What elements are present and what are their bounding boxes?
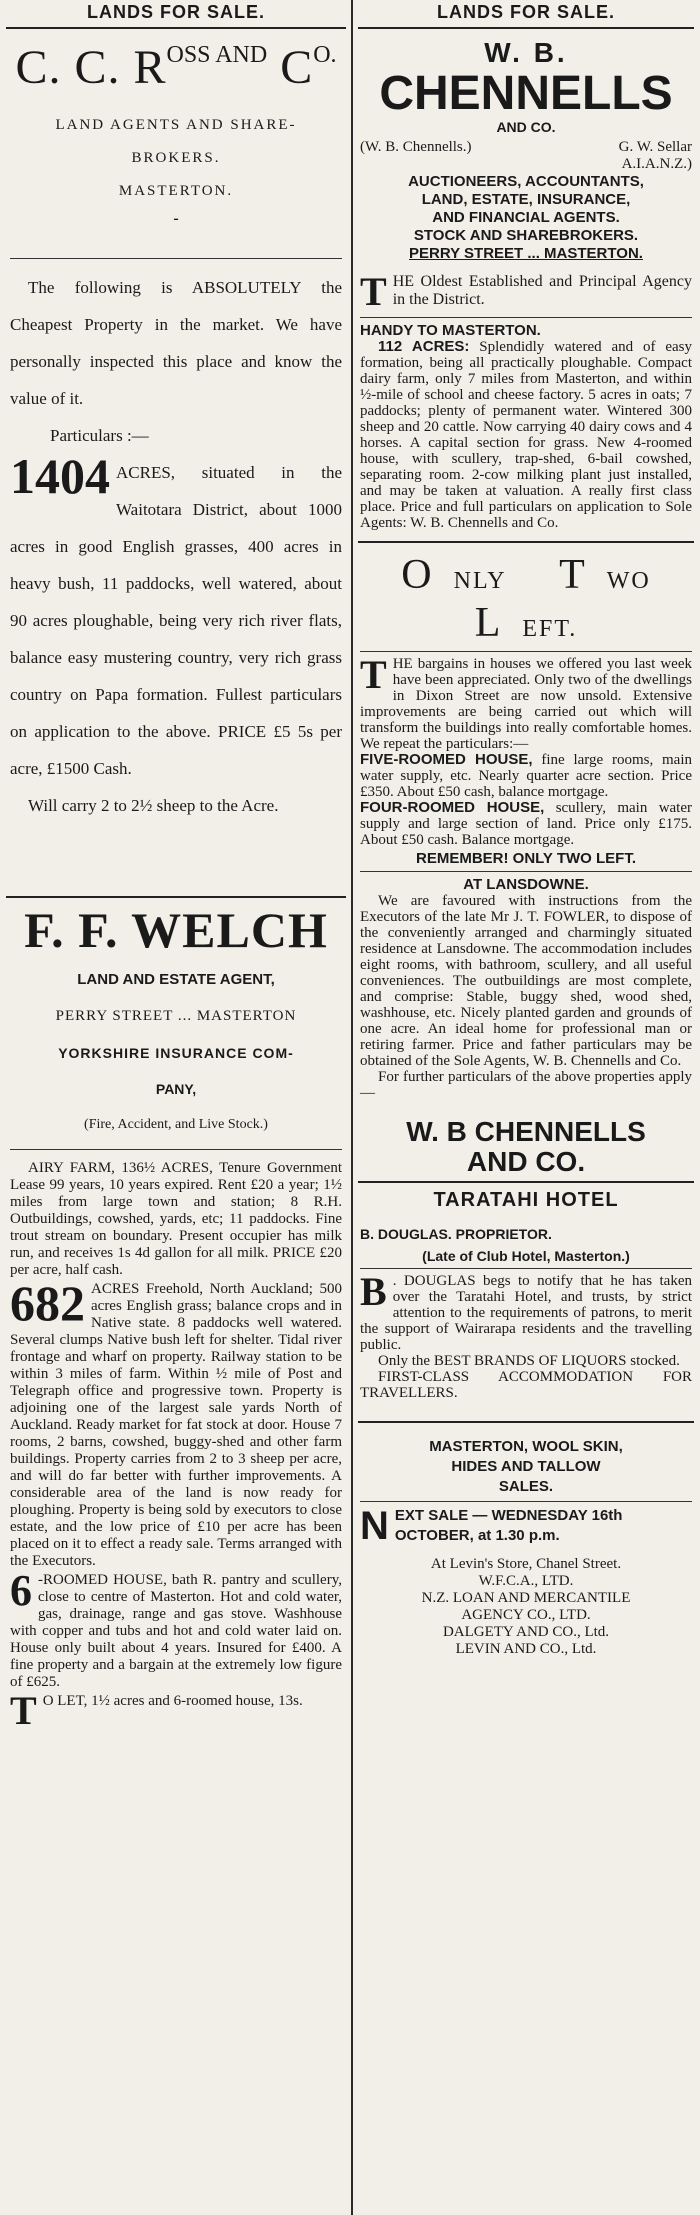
- welch-firm-name: F. F. WELCH: [24, 902, 328, 959]
- only-two-left-advert: [358, 551, 694, 1177]
- only-four-roomed: FOUR-ROOMED HOUSE, scullery, main water supply and large section of land. Price only £175. About £50 cash. Balance mortgage.: [360, 799, 693, 849]
- ross-intro: The following is ABSOLUTELY the Cheapest Property in the market. We have personally inspected this place and know the value of it.: [10, 278, 342, 409]
- only-further: For further particulars of the above properties apply—: [360, 1069, 692, 1102]
- sale-agent-5: LEVIN AND CO., Ltd.: [455, 1641, 597, 1658]
- only-lansdowne: We are favoured with instructions from the Executors of the late Mr J. T. FOWLER, to dispose of the conveniently arranged and charmingly situated residence at Lansdowne. The accommodation includes eight rooms, with bathroom, scullery, and all useful conveniences. The outbuildings are most complete, and comprise: Stable, buggy shed, wood shed, washhouse, etc. Nicely planted garden and grounds of one acre. An ideal home for professional man or retiring farmer. Price and father particulars may be obtained of the Sole Agents, W. B. Chennells and Co.: [360, 893, 692, 1070]
- chennells-handy: HANDY TO MASTERTON.: [360, 322, 541, 340]
- hotel-late-of: (Late of Club Hotel, Masterton.): [422, 1248, 630, 1265]
- chennells-role2: LAND, ESTATE, INSURANCE,: [421, 191, 631, 209]
- welch-advert: [6, 902, 346, 1733]
- chennells-advert: [358, 37, 694, 531]
- chennells-112: 112 ACRES: Splendidly watered and of easy formation, being all practically ploughable. Compact dairy farm, only 7 miles from Masterton, and within ½-mile of school and cheese factory. 5 acres in oats; 7 paddocks; plenty of permanent water. Wintered 300 sheep and 20 cattle. Now carrying 40 dairy cows and 4 horses. A capital section for grass. New 4-roomed house, with scullery, trap-shed, 6-bail cowshed, separating room. 2-cow milking plant just installed, and may be taken at valuation. A really first class place. Price and full particulars on application to Sole Agents: W. B. Chennells and Co.: [360, 338, 692, 532]
- chennells-role4: STOCK AND SHAREBROKERS.: [413, 227, 639, 245]
- chennells-credits: (W. B. Chennells.) G. W. Sellar: [360, 139, 692, 156]
- welch-line3: YORKSHIRE INSURANCE COM-: [58, 1044, 294, 1061]
- ross-line3: MASTERTON.: [118, 183, 234, 200]
- sale-heading-3: SALES.: [498, 1478, 554, 1496]
- only-intro: THE bargains in houses we offered you last week have been appreciated. Only two of the dwellings in Dixon Street are now unsold. Extensive improvements are being carried out which will transform the buildings into really comfortable homes. We repeat the particulars:—: [360, 652, 692, 753]
- sale-next: NEXT SALE — WEDNESDAY 16th OCTOBER, at 1.30 p.m.: [360, 1504, 623, 1549]
- chennells-role1: AUCTIONEERS, ACCOUNTANTS,: [408, 173, 644, 191]
- hotel-accommodation: FIRST-CLASS ACCOMMODATION FOR TRAVELLERS.: [360, 1369, 692, 1402]
- only-lansdowne-head: AT LANSDOWNE.: [463, 876, 589, 894]
- right-section-header: LANDS FOR SALE.: [358, 0, 694, 29]
- sale-divider: [360, 1501, 692, 1502]
- welch-line4: PANY,: [155, 1080, 197, 1097]
- ross-divider: [10, 258, 342, 259]
- chennells-wb: W. B.: [484, 37, 568, 68]
- hotel-divider: [360, 1268, 692, 1269]
- welch-682: 682 ACRES Freehold, North Auckland; 500 acres English grass; balance crops and in Native state. 8 paddocks well watered. Several clumps Native bush left for shelter. Tidal river frontage and wharf on property. Railway station to be within 3 miles of farm. Within ½ mile of Post and Telegraph office and progressive town. Property is adjoining one of the largest sale yards North of Auckland. Ready market for fat stock at door. House 7 rooms, 2 barns, cowshed, buggy-shed and other farm buildings. Property carries from 2 to 3 sheep per acre, and will do far better with further improvements. A considerable area of the land is now ready for ploughing. Property is being sold by executors to close estate, and the low price of £10 per acre has been placed on it to effect a ready sale. Terms arranged with the Executors.: [10, 1274, 342, 1569]
- sale-location: At Levin's Store, Chanel Street.: [430, 1556, 622, 1573]
- welch-airy: AIRY FARM, 136½ ACRES, Tenure Government Lease 99 years, 10 years expired. Rent £20 a year; 1½ miles from large town and station; 8 R.H. Outbuildings, cowshed, yards, etc; 11 paddocks. Fine trout stream on boundary. Present occupier has milk run, and receives 1s 4d gallon for all milk. PRICE £20 per acre, half cash.: [10, 1159, 342, 1278]
- hotel-body: B . DOUGLAS begs to notify that he has taken over the Taratahi Hotel, and trusts, by strict attention to the requirements of patrons, to merit the support of Wairarapa residents and the travelling public.: [360, 1269, 692, 1354]
- sale-heading-2: HIDES AND TALLOW: [451, 1458, 601, 1476]
- right-divider-3: [358, 1421, 694, 1423]
- welch-divider: [10, 1149, 342, 1150]
- chennells-role5: PERRY STREET ... MASTERTON.: [409, 245, 643, 263]
- right-divider-1: [358, 541, 694, 543]
- chennells-role3: AND FINANCIAL AGENTS.: [432, 209, 620, 227]
- welch-line2: PERRY STREET ... MASTERTON: [55, 1007, 297, 1024]
- only-signature-2: AND CO.: [466, 1146, 586, 1178]
- left-divider: [6, 896, 346, 898]
- ross-acres: 1404 ACRES, situated in the Waitotara District, about 1000 acres in good English grasses, 400 acres in heavy bush, 11 paddocks, well watered, about 90 acres ploughable, being very rich river flats, balance easy mustering country, very rich grass country on Papa formation. Fullest particulars on application to the above. PRICE £5 5s per acre, £1500 Cash.: [10, 448, 342, 779]
- column-divider: [351, 0, 353, 2215]
- left-section-header: LANDS FOR SALE.: [6, 0, 346, 29]
- sale-heading-1: MASTERTON, WOOL SKIN,: [429, 1438, 623, 1456]
- sale-agent-3: AGENCY CO., LTD.: [461, 1607, 591, 1624]
- sale-agent-4: DALGETY AND CO., Ltd.: [442, 1624, 610, 1641]
- chennells-oldest: THE Oldest Established and Principal Agency in the District.: [360, 269, 692, 315]
- sale-agent-1: W.F.C.A., LTD.: [478, 1573, 574, 1590]
- welch-line1: LAND AND ESTATE AGENT,: [77, 970, 275, 988]
- ross-advert: [6, 43, 346, 824]
- only-divider: [360, 651, 692, 652]
- ross-dash: -: [173, 210, 179, 228]
- taratahi-hotel-advert: [358, 1189, 694, 1401]
- left-column: [6, 0, 346, 2215]
- sale-agent-2: N.Z. LOAN AND MERCANTILE: [421, 1590, 631, 1607]
- ross-firm-name: C. C. $R^{OSS AND}$ $C^{O.}$: [15, 41, 337, 94]
- right-column: [358, 0, 694, 2215]
- ross-line1: LAND AGENTS AND SHARE-: [55, 117, 297, 134]
- ross-line2: BROKERS.: [131, 150, 221, 167]
- only-two-left-title: O NLY T WO L EFT.: [401, 552, 651, 647]
- welch-line5: (Fire, Accident, and Live Stock.): [84, 1116, 268, 1132]
- only-signature-1: W. B CHENNELLS: [406, 1116, 646, 1148]
- only-remember: REMEMBER! ONLY TWO LEFT.: [415, 850, 636, 868]
- wool-sale-advert: [358, 1437, 694, 1658]
- chennells-name: CHENNELLS: [379, 67, 673, 120]
- welch-to-let: T O LET, 1½ acres and 6-roomed house, 13s.: [10, 1687, 303, 1733]
- hotel-name: TARATAHI HOTEL: [433, 1189, 619, 1212]
- only-five-roomed: FIVE-ROOMED HOUSE, fine large rooms, main water supply, etc. Nearly quarter acre section. Price £350. About £50 cash, balance mortgage.: [360, 751, 693, 801]
- only-divider-2: [360, 871, 692, 872]
- chennells-divider: [360, 317, 692, 318]
- hotel-brands: Only the BEST BRANDS OF LIQUORS stocked.: [378, 1353, 680, 1370]
- chennells-credit2: A.I.A.N.Z.): [621, 156, 692, 173]
- ross-carry: Will carry 2 to 2½ sheep to the Acre.: [28, 796, 279, 816]
- chennells-andco: AND CO.: [496, 119, 556, 136]
- welch-six-roomed: 6 -ROOMED HOUSE, bath R. pantry and scullery, close to centre of Masterton. Hot and cold water, gas, drainage, range and gas stove. Washhouse with copper and tubs and hot and cold water laid on. House only built about 4 years. Insured for £400. A fine property and a bargain at the extremely low figure of £625.: [10, 1565, 342, 1690]
- hotel-proprietor: B. DOUGLAS. PROPRIETOR.: [360, 1226, 552, 1243]
- right-divider-2: [358, 1181, 694, 1183]
- ross-particulars: Particulars :—: [50, 426, 149, 446]
